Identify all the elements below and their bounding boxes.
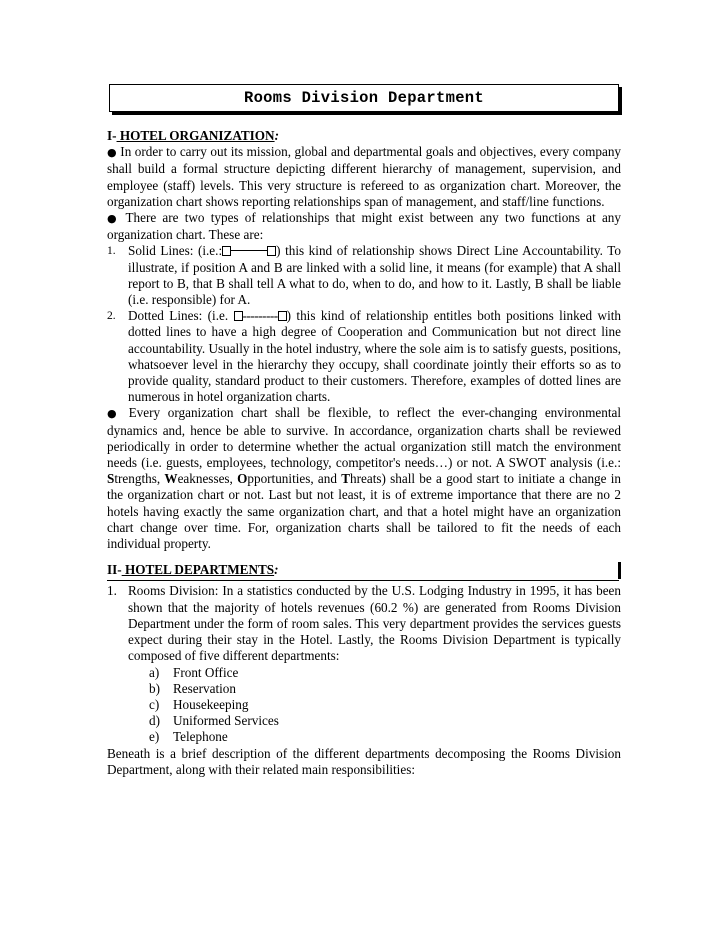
section2-heading	[107, 562, 621, 580]
list-item	[107, 713, 621, 729]
section2-prefix: II-	[107, 562, 122, 578]
section1-heading-text: HOTEL ORGANIZATION	[116, 128, 275, 143]
bullet3-text-a: Every organization chart shall be flexible, to reflect the ever-changing environmental dynamics and, hence be able to survive. In accordance, organization charts shall be reviewed periodically in order to determine whether the actual organization still match the environment needs (i.e. guests, employees, technology, competitor's needs…) or not. A SWOT analysis (i.e.:	[107, 405, 621, 471]
dotted-line-glyph: ---------	[242, 308, 278, 324]
section1-bullet1	[107, 144, 621, 210]
section1-bullet1-text: In order to carry out its mission, global and departmental goals and objectives, every company shall build a formal structure depicting different hierarchy of management, supervision, and employee (staff) levels. This very structure is refereed to as organization chart. Moreover, the organization chart shows reporting relationships span of management, and staff/line functions.	[107, 144, 622, 209]
section1-prefix: I-	[107, 128, 117, 143]
list-item	[107, 665, 621, 681]
section1-bullet3	[107, 405, 621, 552]
section2-colon: :	[274, 562, 279, 578]
section-divider-line	[107, 580, 619, 581]
sub-label: Housekeeping	[173, 696, 249, 712]
section2-heading-text: HOTEL DEPARTMENTS	[121, 562, 275, 578]
list-item-solid-lines	[107, 243, 621, 308]
swot-o: O	[237, 471, 248, 487]
list-item-rooms-division	[107, 583, 621, 664]
box-icon	[278, 311, 287, 321]
swot-s: S	[107, 471, 115, 487]
section1-colon: :	[274, 128, 279, 143]
list-item-dotted-lines	[107, 308, 621, 405]
title-box	[109, 84, 619, 112]
swot-w-rest: eaknesses,	[177, 471, 238, 487]
sub-letter: b)	[149, 680, 160, 696]
sub-label: Telephone	[173, 729, 228, 745]
box-icon	[267, 246, 276, 256]
section-divider-bar	[618, 562, 621, 579]
department-list	[107, 665, 621, 746]
list-item	[107, 681, 621, 697]
bullet-icon: ●	[107, 146, 117, 160]
sub-letter: a)	[149, 664, 160, 680]
solid-line-icon	[231, 250, 267, 251]
swot-o-rest: pportunities, and	[247, 471, 342, 487]
document-page	[107, 84, 621, 778]
list-item	[107, 729, 621, 745]
box-icon	[234, 311, 243, 321]
item-number: 1.	[107, 245, 116, 258]
item2-pre-text: Dotted Lines: (i.e.	[128, 308, 234, 324]
rooms-division-text: Rooms Division: In a statistics conducted by the U.S. Lodging Industry in 1995, it has been shown that the majority of hotels revenues (60.2 %) are generated from Rooms Division Department under the form of room sales. This very department provides the services guests expect during their stay in the Hotel. Lastly, the Rooms Division Department is typically composed of five different departments:	[128, 583, 621, 664]
sub-letter: c)	[149, 696, 160, 712]
list-item	[107, 697, 621, 713]
item1-pre-text: Solid Lines: (i.e.:	[128, 243, 223, 259]
bullet-icon: ●	[107, 407, 121, 421]
section2-closing: Beneath is a brief description of the different departments decomposing the Rooms Division Department, along with their related main responsibilities:	[107, 745, 621, 777]
item-number: 2.	[107, 310, 116, 323]
sub-letter: e)	[149, 729, 160, 745]
swot-w: W	[164, 471, 178, 487]
box-icon	[222, 246, 231, 256]
swot-t: T	[341, 471, 351, 487]
sub-label: Reservation	[173, 680, 236, 696]
swot-s-rest: trengths,	[114, 471, 165, 487]
section1-bullet2	[107, 210, 621, 243]
sub-letter: d)	[149, 713, 160, 729]
swot-t-rest: hreats) shall be a good start to initiate a change in the organization chart or not. Last but not least, it is of extreme importance that there are no 2 hotels having exactly the same organization chart, and that a hotel might have an organization chart change over time. For, organization charts shall be tailored to fit the needs of each individual property.	[107, 471, 621, 552]
item2-post-text: ) this kind of relationship entitles both positions linked with dotted lines to have a high degree of Cooperation and Communication but not direct line accountability. Usually in the hotel industry, where the sole aim is to satisfy guests, positions, whatsoever level in the hierarchy they occupy, shall coordinate jointly their efforts so as to provide quality, standard product to their customers. Therefore, examples of dotted lines are numerous in hotel organization charts.	[128, 308, 622, 405]
item-number: 1.	[107, 583, 117, 599]
sub-label: Uniformed Services	[173, 713, 279, 729]
item1-post-text: ) this kind of relationship shows Direct Line Accountability. To illustrate, if position A and B are linked with a solid line, it means (for example) that A shall report to B, that B shall tell A what to do, when to do, and how to it. Lastly, B shall be liable (i.e. responsible) for A.	[128, 243, 621, 308]
section1-bullet2-text: There are two types of relationships that might exist between any two functions at any organization chart. These are:	[107, 210, 621, 243]
section1-heading	[107, 128, 621, 144]
page-title: Rooms Division Department	[243, 88, 485, 107]
sub-label: Front Office	[173, 664, 239, 680]
bullet-icon: ●	[107, 212, 120, 226]
